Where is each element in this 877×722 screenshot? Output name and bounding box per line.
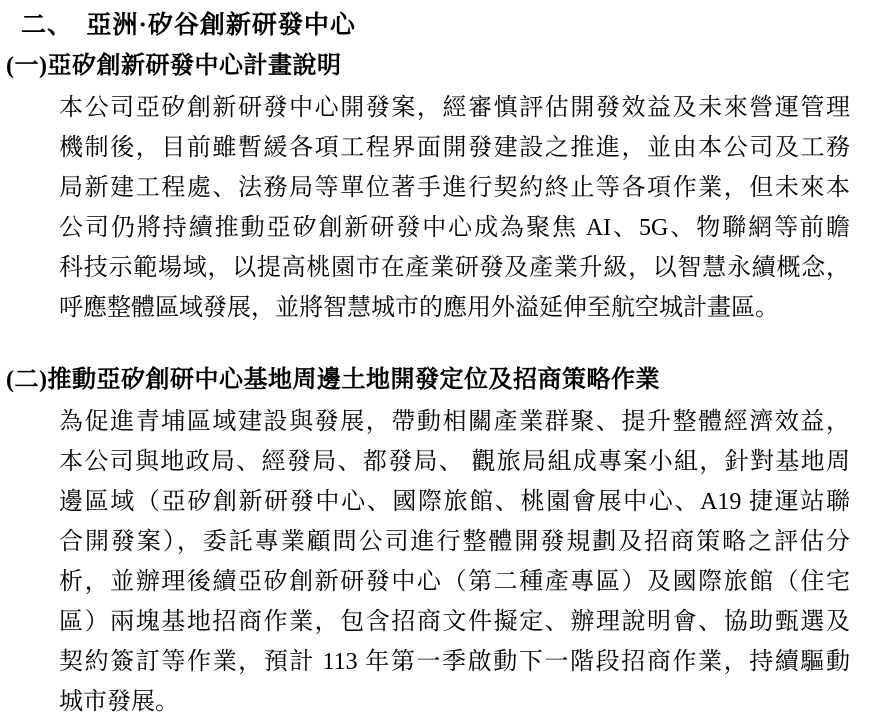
text-line: 合開發案），委託專業顧問公司進行整體開發規劃及招商策略之評估分 <box>59 529 850 555</box>
text-line: 為促進青埔區域建設與發展，帶動相關產業群聚、提升整體經濟效益， <box>59 409 850 435</box>
text-line: 邊區域（亞矽創新研發中心、國際旅館、桃園會展中心、A19 捷運站聯 <box>59 489 850 515</box>
text-line: 呼應整體區域發展，並將智慧城市的應用外溢延伸至航空城計畫區。 <box>59 295 779 321</box>
text-line: 本公司與地政局、經發局、都發局、 觀旅局組成專案小組，針對基地周 <box>59 449 850 475</box>
text-line: 析，並辦理後續亞矽創新研發中心（第二種產專區）及國際旅館（住宅 <box>59 569 850 595</box>
section-1-heading: (一)亞矽創新研發中心計畫說明 <box>6 53 342 79</box>
section-2-heading: (二)推動亞矽創研中心基地周邊土地開發定位及招商策略作業 <box>6 367 660 393</box>
text-line: 本公司亞矽創新研發中心開發案，經審慎評估開發效益及未來營運管理 <box>59 95 850 121</box>
text-line: 科技示範場域，以提高桃園市在產業研發及產業升級，以智慧永續概念， <box>59 255 850 281</box>
main-heading: 二、 亞洲·矽谷創新研發中心 <box>21 12 356 39</box>
section-2-paragraph <box>59 402 850 722</box>
text-line: 機制後，目前雖暫緩各項工程界面開發建設之推進，並由本公司及工務 <box>59 135 850 161</box>
text-line: 城市發展。 <box>59 689 179 715</box>
text-line: 局新建工程處、法務局等單位著手進行契約終止等各項作業，但未來本 <box>59 175 850 201</box>
text-line: 契約簽訂等作業，預計 113 年第一季啟動下一階段招商作業，持續驅動 <box>59 649 850 675</box>
text-line: 區）兩塊基地招商作業，包含招商文件擬定、辦理說明會、協助甄選及 <box>59 609 850 635</box>
text-line: 公司仍將持續推動亞矽創新研發中心成為聚焦 AI、5G、物聯網等前瞻 <box>59 215 850 241</box>
section-1-paragraph <box>59 88 850 328</box>
